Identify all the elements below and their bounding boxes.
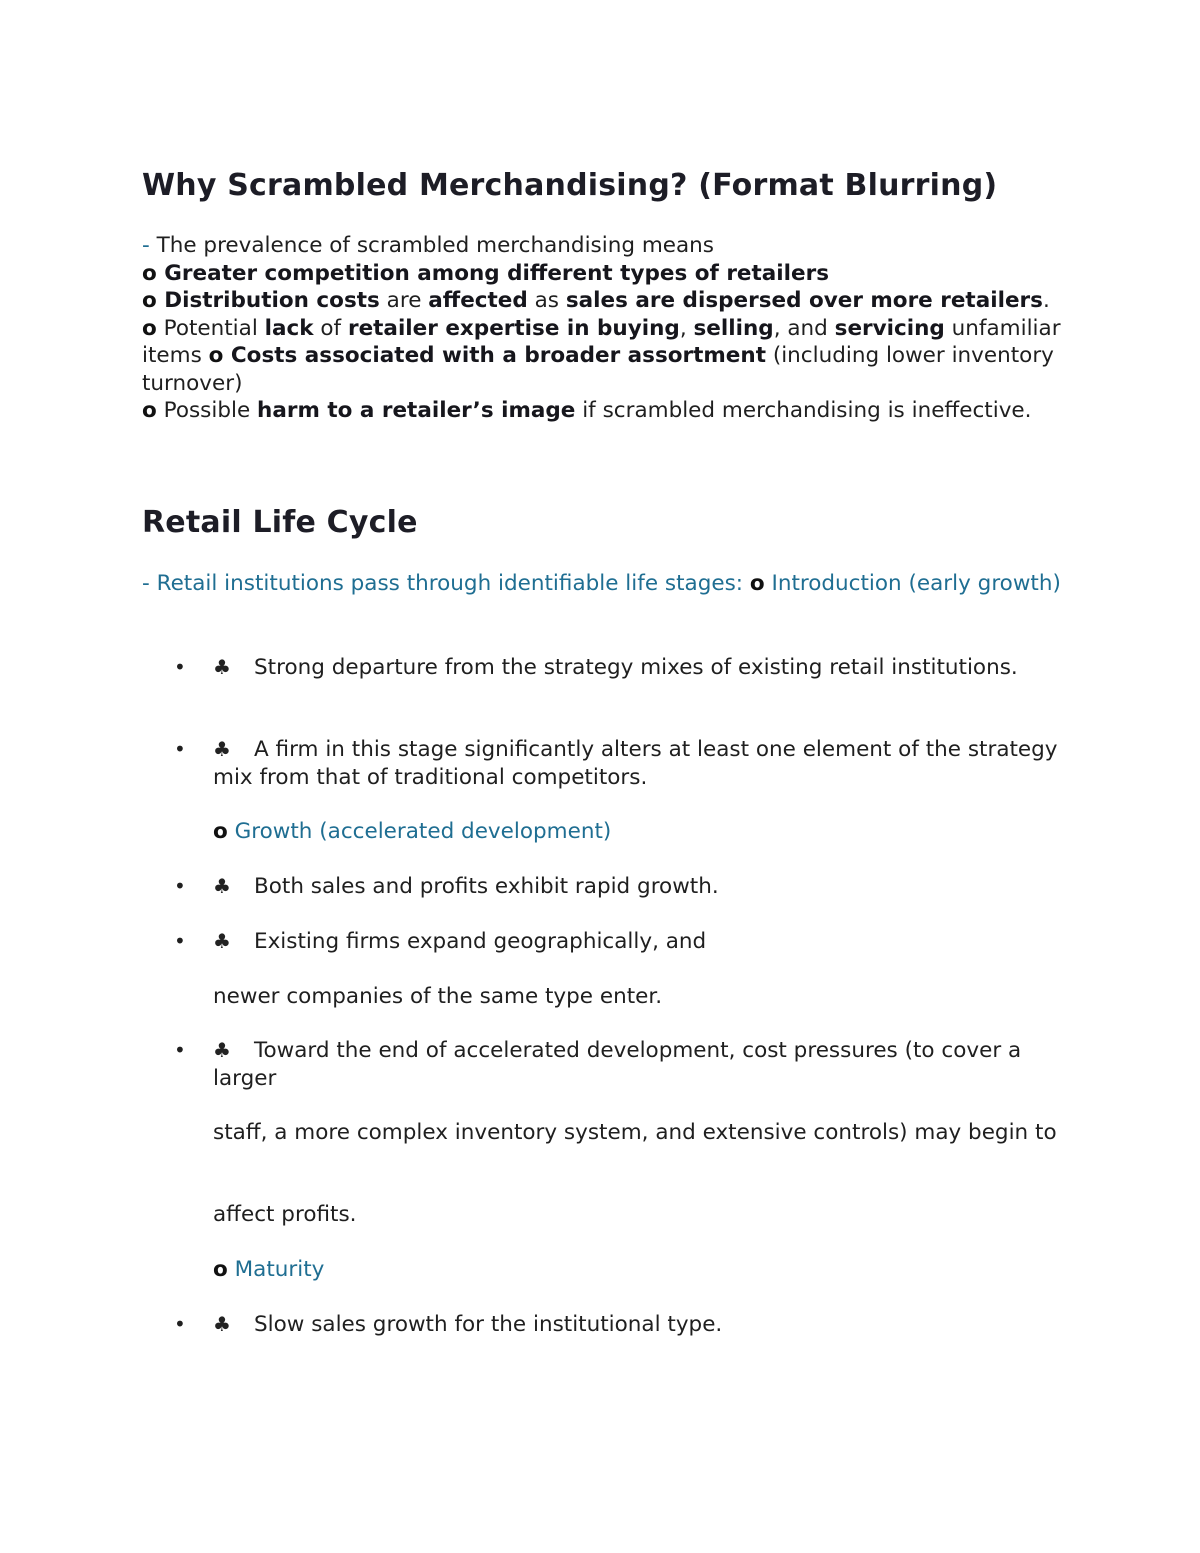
list-item: Toward the end of accelerated development, cost pressures (to cover a larger [213, 1038, 1022, 1091]
bullet-dot: • [174, 655, 186, 679]
life-cycle-intro: - Retail institutions pass through identifiable life stages: o Introduction (early growth) [142, 571, 1061, 596]
dash: - [142, 233, 150, 258]
bullet-dot: • [174, 1312, 186, 1336]
bullet-dot: • [174, 737, 186, 761]
bullet-dot: • [174, 874, 186, 898]
list-item-continuation: affect profits. [213, 1202, 357, 1227]
list-item: Strong departure from the strategy mixes of existing retail institutions. [254, 655, 1018, 680]
list-item: Both sales and profits exhibit rapid growth. [254, 874, 719, 899]
section-title-scrambled: Why Scrambled Merchandising? (Format Blurring) [142, 168, 998, 203]
bullet-dot: • [174, 1038, 186, 1062]
list-item: Existing firms expand geographically, and [254, 929, 707, 954]
list-item: A firm in this stage significantly alters at least one element of the strategy mix from that of traditional competitors. [213, 737, 1058, 790]
club-icon: ♣ [213, 737, 231, 761]
list-item: Slow sales growth for the institutional type. [254, 1312, 723, 1337]
stage-label-maturity: o Maturity [213, 1257, 325, 1282]
club-icon: ♣ [213, 929, 231, 953]
club-icon: ♣ [213, 874, 231, 898]
club-icon: ♣ [213, 655, 231, 679]
club-icon: ♣ [213, 1038, 231, 1062]
section-title-retail-life-cycle: Retail Life Cycle [142, 505, 418, 540]
club-icon: ♣ [213, 1312, 231, 1336]
stage-label-growth: o Growth (accelerated development) [213, 819, 612, 844]
list-item-continuation: staff, a more complex inventory system, and extensive controls) may begin to [213, 1120, 1057, 1145]
scrambled-paragraph: - The prevalence of scrambled merchandising means o Greater competition among different types of retailers o Distribution costs are affected as sales are dispersed over more retailers. o Potential lack of retailer expertise in buying, selling, and servicing unfamiliar items o Costs associated with a broader assortment (including lower inventory turnover) o Possible harm to a retailer’s image if scrambled merchandising is ineffective. [142, 233, 1061, 423]
bullet-dot: • [174, 929, 186, 953]
list-item-continuation: newer companies of the same type enter. [213, 984, 663, 1009]
